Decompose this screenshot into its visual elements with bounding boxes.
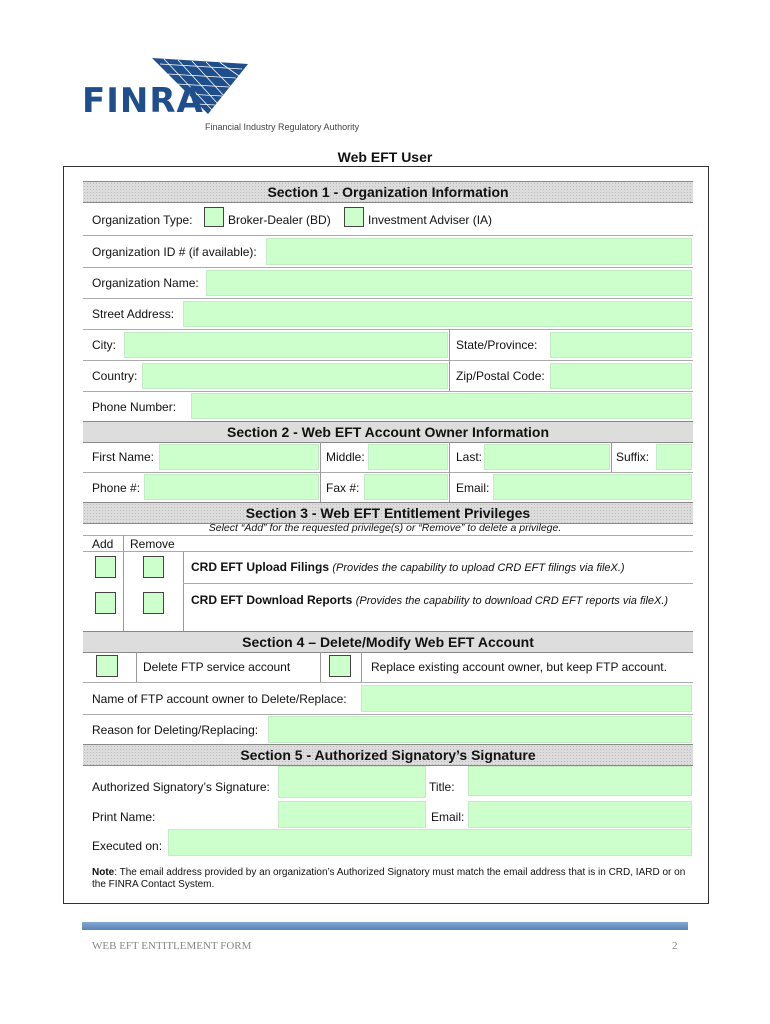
middle-field[interactable] [368, 444, 448, 470]
country-label: Country: [92, 369, 138, 383]
section5-header: Section 5 - Authorized Signatory’s Signature [83, 744, 693, 766]
reason-field[interactable] [268, 716, 692, 743]
last-label: Last: [456, 450, 483, 464]
street-field[interactable] [183, 301, 692, 327]
print-name-field[interactable] [278, 801, 426, 828]
suffix-field[interactable] [656, 444, 692, 470]
bd-checkbox[interactable] [204, 207, 224, 227]
zip-field[interactable] [550, 363, 692, 389]
signatory-title-field[interactable] [468, 766, 692, 796]
first-name-field[interactable] [159, 444, 319, 470]
org-type-label: Organization Type: [92, 213, 193, 227]
executed-on-field[interactable] [168, 829, 692, 856]
middle-label: Middle: [326, 450, 365, 464]
section3-instruction: Select “Add” for the requested privilege(s) or “Remove” to delete a privilege. [208, 522, 562, 534]
phone-label: Phone Number: [92, 400, 177, 414]
upload-remove-checkbox[interactable] [143, 556, 164, 578]
fax-field[interactable] [364, 474, 448, 500]
state-field[interactable] [550, 332, 692, 358]
logo-subtitle: Financial Industry Regulatory Authority [205, 122, 360, 132]
signatory-note: Note: The email address provided by an organization’s Authorized Signatory must match the email address that is in CRD, IARD or on the FINRA Contact System. [92, 867, 686, 890]
bd-label: Broker-Dealer (BD) [228, 213, 331, 227]
delete-ftp-label: Delete FTP service account [143, 660, 291, 674]
finra-logo [80, 52, 260, 127]
section3-header: Section 3 - Web EFT Entitlement Privileges [83, 502, 693, 524]
state-label: State/Province: [456, 338, 538, 352]
replace-owner-checkbox[interactable] [329, 655, 351, 677]
upload-privilege: CRD EFT Upload Filings (Provides the capability to upload CRD EFT filings via fileX.) [191, 560, 625, 574]
signatory-title-label: Title: [429, 780, 455, 794]
country-field[interactable] [142, 363, 448, 389]
org-name-field[interactable] [206, 270, 692, 296]
owner-name-label: Name of FTP account owner to Delete/Replace: [92, 692, 347, 706]
email-owner-label: Email: [456, 481, 490, 495]
footer-page-number: 2 [672, 940, 678, 952]
owner-name-field[interactable] [361, 685, 692, 712]
replace-owner-label: Replace existing account owner, but keep FTP account. [371, 660, 667, 674]
footer-form-name: WEB EFT ENTITLEMENT FORM [92, 940, 252, 952]
org-name-label: Organization Name: [92, 276, 199, 290]
city-field[interactable] [124, 332, 448, 358]
phone-field[interactable] [191, 393, 692, 419]
page-title: Web EFT User [337, 149, 433, 165]
remove-column-header: Remove [130, 537, 175, 551]
download-add-checkbox[interactable] [95, 592, 116, 614]
print-name-label: Print Name: [92, 810, 156, 824]
city-label: City: [92, 338, 116, 352]
fax-label: Fax #: [326, 481, 360, 495]
section2-header: Section 2 - Web EFT Account Owner Information [83, 421, 693, 443]
executed-on-label: Executed on: [92, 839, 163, 853]
signature-label: Authorized Signatory’s Signature: [92, 780, 270, 794]
email-owner-field[interactable] [493, 474, 692, 500]
signatory-email-label: Email: [431, 810, 465, 824]
signatory-email-field[interactable] [468, 801, 692, 828]
section4-header: Section 4 – Delete/Modify Web EFT Account [83, 631, 693, 653]
section1-header: Section 1 - Organization Information [83, 181, 693, 203]
last-field[interactable] [484, 444, 610, 470]
suffix-label: Suffix: [616, 450, 650, 464]
signature-field[interactable] [278, 766, 426, 798]
zip-label: Zip/Postal Code: [456, 369, 545, 383]
ia-label: Investment Adviser (IA) [368, 213, 493, 227]
phone-owner-field[interactable] [144, 474, 319, 500]
ia-checkbox[interactable] [344, 207, 364, 227]
org-id-field[interactable] [266, 238, 692, 265]
footer-bar [82, 922, 688, 930]
org-id-label: Organization ID # (if available): [92, 245, 257, 259]
download-privilege: CRD EFT Download Reports (Provides the capability to download CRD EFT reports via fileX.) [191, 593, 669, 607]
logo-wordmark: FINRA [82, 81, 204, 121]
reason-label: Reason for Deleting/Replacing: [92, 723, 259, 737]
delete-ftp-checkbox[interactable] [96, 655, 118, 677]
download-remove-checkbox[interactable] [143, 592, 164, 614]
add-column-header: Add [92, 537, 114, 551]
upload-add-checkbox[interactable] [95, 556, 116, 578]
phone-owner-label: Phone #: [92, 481, 141, 495]
street-label: Street Address: [92, 307, 175, 321]
first-name-label: First Name: [92, 450, 155, 464]
